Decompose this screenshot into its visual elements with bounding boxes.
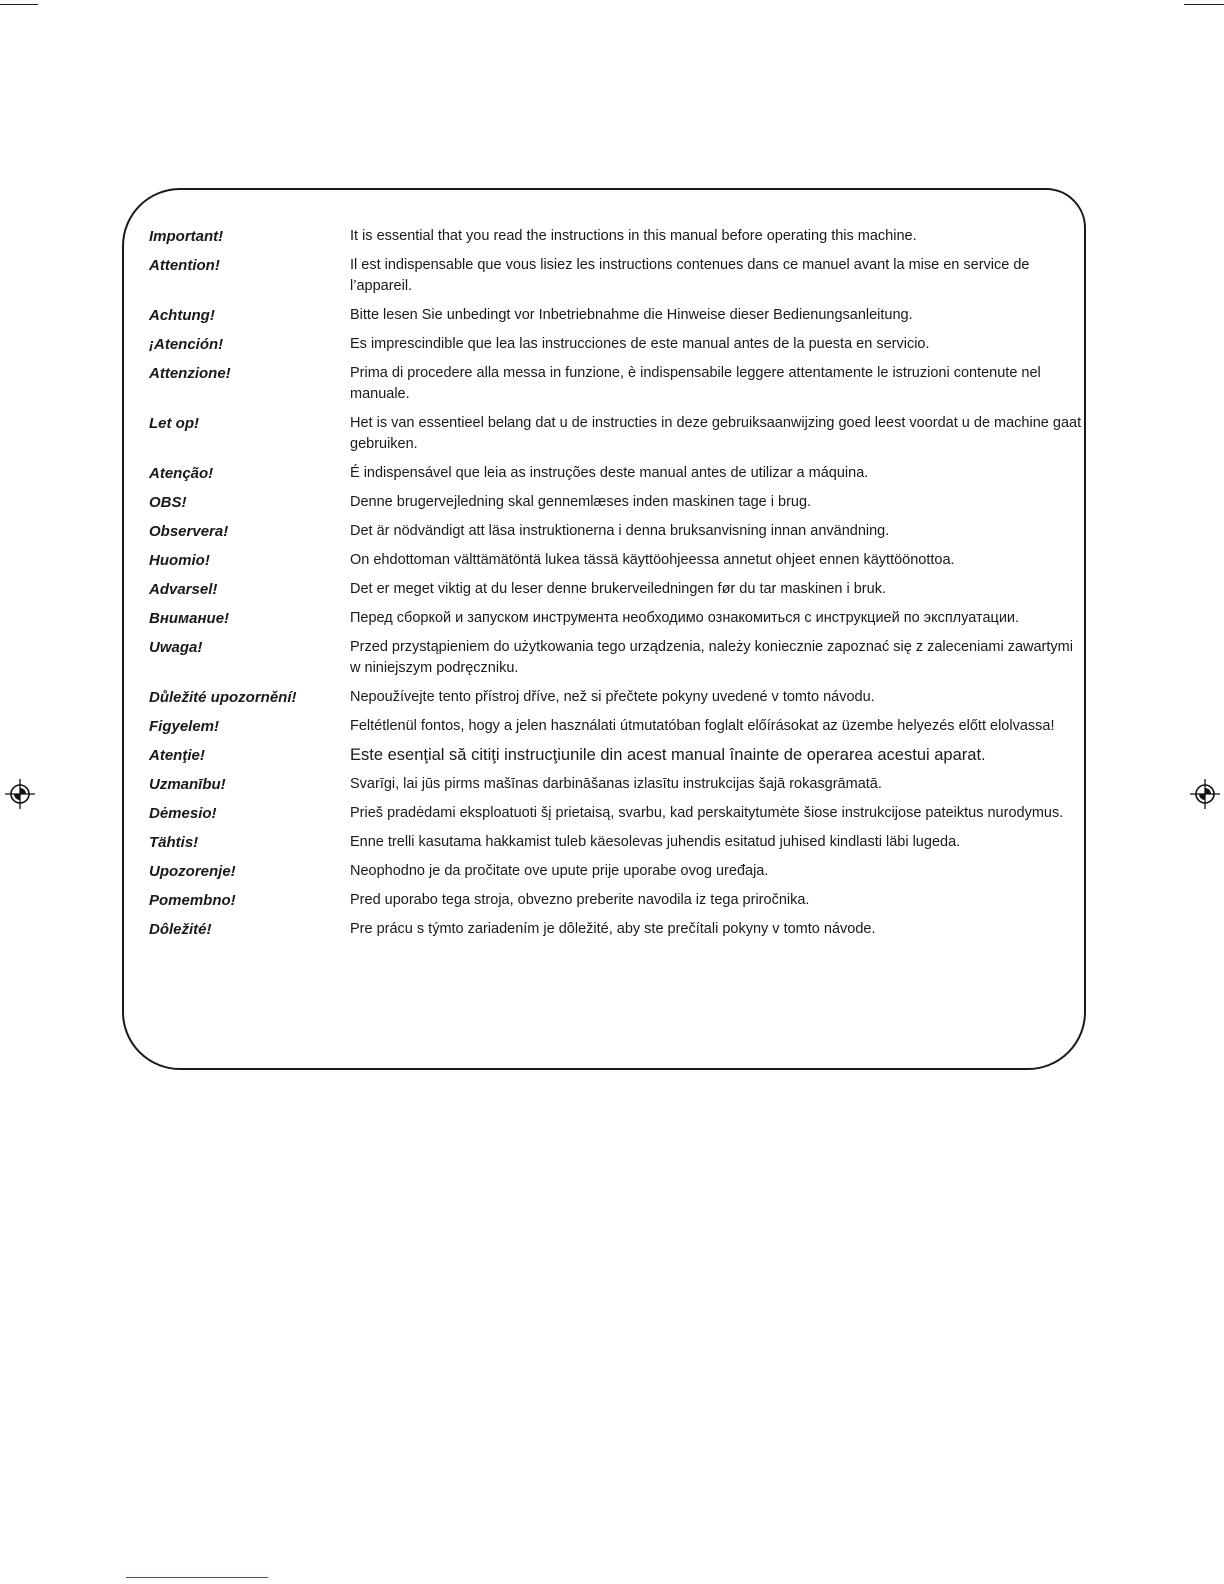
warning-label: Advarsel! [149, 581, 218, 598]
warning-label: Внимание! [149, 610, 230, 627]
warning-label: Atenção! [149, 465, 214, 482]
warning-row-fi [149, 550, 1089, 571]
warning-text: Przed przystąpieniem do użytkowania tego urządzenia, należy koniecznie zapoznać się z zaleceniami zawartymi w niniejszym podręczniku. [350, 639, 1073, 676]
warning-row-cs [149, 687, 1089, 708]
warning-text: Denne brugervejledning skal gennemlæses inden maskinen tage i brug. [350, 494, 812, 510]
warning-text: Prima di procedere alla messa in funzione, è indispensabile leggere attentamente le istruzioni contenute nel manuale. [350, 365, 1041, 402]
crop-mark-top-left [0, 4, 38, 5]
warning-label: Uwaga! [149, 639, 203, 656]
warning-text: Het is van essentieel belang dat u de instructies in deze gebruiksaanwijzing goed leest voordat u de machine gaat gebruiken. [350, 415, 1082, 452]
warning-row-de [149, 305, 1089, 326]
registration-mark-right-icon [1190, 779, 1220, 809]
warning-row-hu [149, 716, 1089, 737]
warning-label: Pomembno! [149, 892, 236, 909]
warning-label: Huomio! [149, 552, 210, 569]
warning-row-et [149, 832, 1089, 853]
warning-label: Dôležité! [149, 921, 212, 938]
warning-text: Pre prácu s týmto zariadením je dôležité, aby ste prečítali pokyny v tomto návode. [350, 921, 876, 937]
warning-list [149, 226, 1089, 948]
warning-text: Pred uporabo tega stroja, obvezno preberite navodila iz tega priročnika. [350, 892, 810, 908]
warning-row-ru [149, 608, 1089, 629]
warning-label: ¡Atención! [149, 336, 224, 353]
warning-row-nl [149, 413, 1089, 455]
warning-label: Uzmanību! [149, 776, 226, 793]
warning-text: Bitte lesen Sie unbedingt vor Inbetriebnahme die Hinweise dieser Bedienungsanleitung. [350, 307, 913, 323]
warning-label: Attention! [149, 257, 220, 274]
warning-text: É indispensável que leia as instruções deste manual antes de utilizar a máquina. [350, 465, 869, 481]
warning-row-en [149, 226, 1089, 247]
warning-label: Attenzione! [149, 365, 231, 382]
warning-text: Neophodno je da pročitate ove upute prije uporabe ovog uređaja. [350, 863, 769, 879]
warning-label: Dėmesio! [149, 805, 217, 822]
warning-row-es [149, 334, 1089, 355]
warning-text: Enne trelli kasutama hakkamist tuleb käesolevas juhendis esitatud juhised kindlasti läbi lugeda. [350, 834, 961, 850]
warning-text: Este esenţial să citiţi instrucţiunile din acest manual înainte de operarea acestui aparat. [350, 746, 986, 764]
warning-label: Upozorenje! [149, 863, 236, 880]
warning-label: Observera! [149, 523, 229, 540]
registration-mark-left-icon [5, 779, 35, 809]
warning-label: Důležité upozornění! [149, 689, 297, 706]
warning-row-pt [149, 463, 1089, 484]
warning-label: Tähtis! [149, 834, 199, 851]
warning-row-it [149, 363, 1089, 405]
warning-row-no [149, 579, 1089, 600]
warning-row-da [149, 492, 1089, 513]
warning-text: Det är nödvändigt att läsa instruktionerna i denna bruksanvisning innan användning. [350, 523, 890, 539]
warning-text: Перед сборкой и запуском инструмента необходимо ознакомиться с инструкцией по эксплуатации. [350, 610, 1020, 626]
warning-text: Nepoužívejte tento přístroj dříve, než si přečtete pokyny uvedené v tomto návodu. [350, 689, 875, 705]
warning-text: Det er meget viktig at du leser denne brukerveiledningen før du tar maskinen i bruk. [350, 581, 886, 597]
warning-row-lv [149, 774, 1089, 795]
warning-label: Important! [149, 228, 224, 245]
warning-text: Feltétlenül fontos, hogy a jelen használati útmutatóban foglalt előírásokat az üzembe helyezés előtt elolvassa! [350, 718, 1055, 734]
warning-row-pl [149, 637, 1089, 679]
warning-label: Achtung! [149, 307, 215, 324]
warning-label: Let op! [149, 415, 199, 432]
warning-row-ro [149, 745, 1089, 766]
warning-label: Atenţie! [149, 747, 205, 764]
warning-row-hr [149, 861, 1089, 882]
warning-text: It is essential that you read the instructions in this manual before operating this machine. [350, 228, 917, 244]
warning-label: Figyelem! [149, 718, 220, 735]
warning-text: Es imprescindible que lea las instrucciones de este manual antes de la puesta en servicio. [350, 336, 930, 352]
warning-label: OBS! [149, 494, 187, 511]
warning-row-sl [149, 890, 1089, 911]
crop-mark-bottom-left [126, 1577, 268, 1578]
warning-text: Il est indispensable que vous lisiez les instructions contenues dans ce manuel avant la mise en service de l’appareil. [350, 257, 1030, 294]
warning-text: Prieš pradėdami eksploatuoti šį prietaisą, svarbu, kad perskaitytumėte šiose instrukcijose pateiktus nurodymus. [350, 805, 1064, 821]
warning-row-fr [149, 255, 1089, 297]
warning-row-sk [149, 919, 1089, 940]
warning-text: On ehdottoman välttämätöntä lukea tässä käyttöohjeessa annetut ohjeet ennen käyttöönottoa. [350, 552, 955, 568]
warning-row-sv [149, 521, 1089, 542]
warning-text: Svarīgi, lai jūs pirms mašīnas darbināšanas izlasītu instrukcijas šajā rokasgrāmatā. [350, 776, 882, 792]
crop-mark-top-right [1184, 4, 1224, 5]
warning-row-lt [149, 803, 1089, 824]
